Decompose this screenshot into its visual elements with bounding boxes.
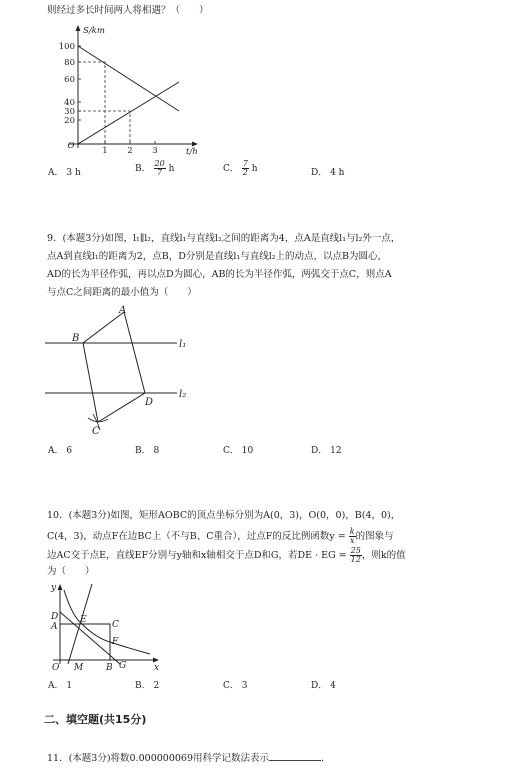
q9-line-1: 9．(本题3分)如图，l₁∥l₂，直线l₁与直线l₂之间的距离为4，点A是直线l₁与l₂外一点， bbox=[47, 233, 401, 244]
q10-label-M: M bbox=[74, 663, 84, 673]
q10-label-B: B bbox=[106, 663, 113, 673]
q8-y-axis-label: S/km bbox=[83, 26, 105, 36]
q10-label-G: G bbox=[119, 661, 127, 671]
q9-line-2: 点A到直线l₁的距离为2，点B，D分别是直线l₁与直线l₂上的动点，以点B为圆心， bbox=[47, 251, 388, 262]
q8-xtick-2: 2 bbox=[127, 146, 133, 156]
q8-ytick-80: 80 bbox=[64, 58, 75, 68]
q9-option-d[interactable]: D． 12 bbox=[311, 446, 342, 456]
q9-label-B: B bbox=[72, 333, 80, 344]
q8-ytick-40: 40 bbox=[64, 98, 75, 108]
q9-quadrilateral bbox=[83, 312, 145, 422]
q8-option-b[interactable]: B． $\frac{20}{7}$ h bbox=[135, 159, 175, 177]
q10-label-O: O bbox=[52, 663, 60, 673]
q10-label-C: C bbox=[112, 620, 119, 630]
q8-ytick-60: 60 bbox=[64, 75, 75, 85]
q8-option-d[interactable]: D． 4 h bbox=[311, 168, 345, 178]
q10-label-D: D bbox=[51, 612, 59, 622]
q8-option-c[interactable]: C． $\frac{7}{2}$ h bbox=[223, 159, 258, 177]
q9-option-b[interactable]: B． 8 bbox=[135, 446, 160, 456]
q9-line-3: AD的长为半径作弧，再以点D为圆心，AB的长为半径作弧，两弧交于点C，则点A bbox=[47, 269, 392, 280]
q8-ytick-100: 100 bbox=[58, 42, 75, 52]
q9-label-D: D bbox=[145, 397, 154, 408]
q10-option-a[interactable]: A． 1 bbox=[48, 681, 73, 691]
q9-option-c[interactable]: C． 10 bbox=[223, 446, 254, 456]
q8-option-a[interactable]: A． 3 h bbox=[48, 168, 81, 178]
q9-option-a[interactable]: A． 6 bbox=[48, 446, 73, 456]
q10-label-A: A bbox=[51, 622, 58, 632]
q8-stem-tail: 则经过多长时间两人将相遇？（ ） bbox=[47, 5, 209, 16]
q10-label-x: x bbox=[154, 663, 160, 673]
q10-label-E: E bbox=[80, 615, 87, 625]
q11-answer-blank[interactable] bbox=[269, 751, 321, 761]
q10-label-F: F bbox=[112, 637, 119, 647]
q10-option-b[interactable]: B． 2 bbox=[135, 681, 160, 691]
q10-label-y: y bbox=[51, 583, 57, 593]
q9-label-A: A bbox=[119, 305, 127, 316]
q9-label-C: C bbox=[92, 426, 100, 437]
q9-label-l2: l₂ bbox=[179, 389, 187, 400]
q10-rectangle-hyperbola-figure bbox=[48, 582, 168, 672]
q9-parallel-lines-figure bbox=[45, 303, 205, 437]
section-title-fill-in: 二、填空题(共15分) bbox=[44, 713, 147, 726]
q8-xtick-1: 1 bbox=[102, 146, 108, 156]
q9-line-4: 与点C之间距离的最小值为（ ） bbox=[47, 287, 197, 298]
q8-origin-label: O bbox=[67, 141, 75, 151]
q10-line-4: 为（ ） bbox=[47, 566, 95, 577]
q8-ytick-20: 20 bbox=[64, 116, 75, 126]
q10-option-c[interactable]: C． 3 bbox=[223, 681, 248, 691]
q10-line-2: C(4，3)，动点F在边BC上（不与B、C重合），过点F的反比例函数y = $\frac{k}{x}$ 的图象与 bbox=[47, 527, 394, 545]
q10-line-3: 边AC交于点E，直线EF分别与y轴和x轴相交于点D和G，若DE · EG = $\frac{25}{12}$ ，则k的值 bbox=[47, 546, 406, 564]
q10-line-1: 10．(本题3分)如图，矩形AOBC的顶点坐标分别为A(0，3)，O(0，0)，B(4，0)， bbox=[47, 510, 401, 521]
q8-xtick-3: 3 bbox=[152, 146, 158, 156]
q8-ytick-30: 30 bbox=[64, 107, 75, 117]
q9-label-l1: l₁ bbox=[179, 339, 187, 350]
q8-x-axis-label: t/h bbox=[186, 147, 198, 157]
q11-text: 11．(本题3分)将数0.000000069用科学记数法表示 ． bbox=[47, 753, 331, 764]
q8-distance-time-graph bbox=[55, 24, 215, 157]
q10-option-d[interactable]: D． 4 bbox=[311, 681, 336, 691]
q8-line-decreasing bbox=[78, 46, 179, 111]
q8-line-increasing bbox=[78, 82, 179, 144]
